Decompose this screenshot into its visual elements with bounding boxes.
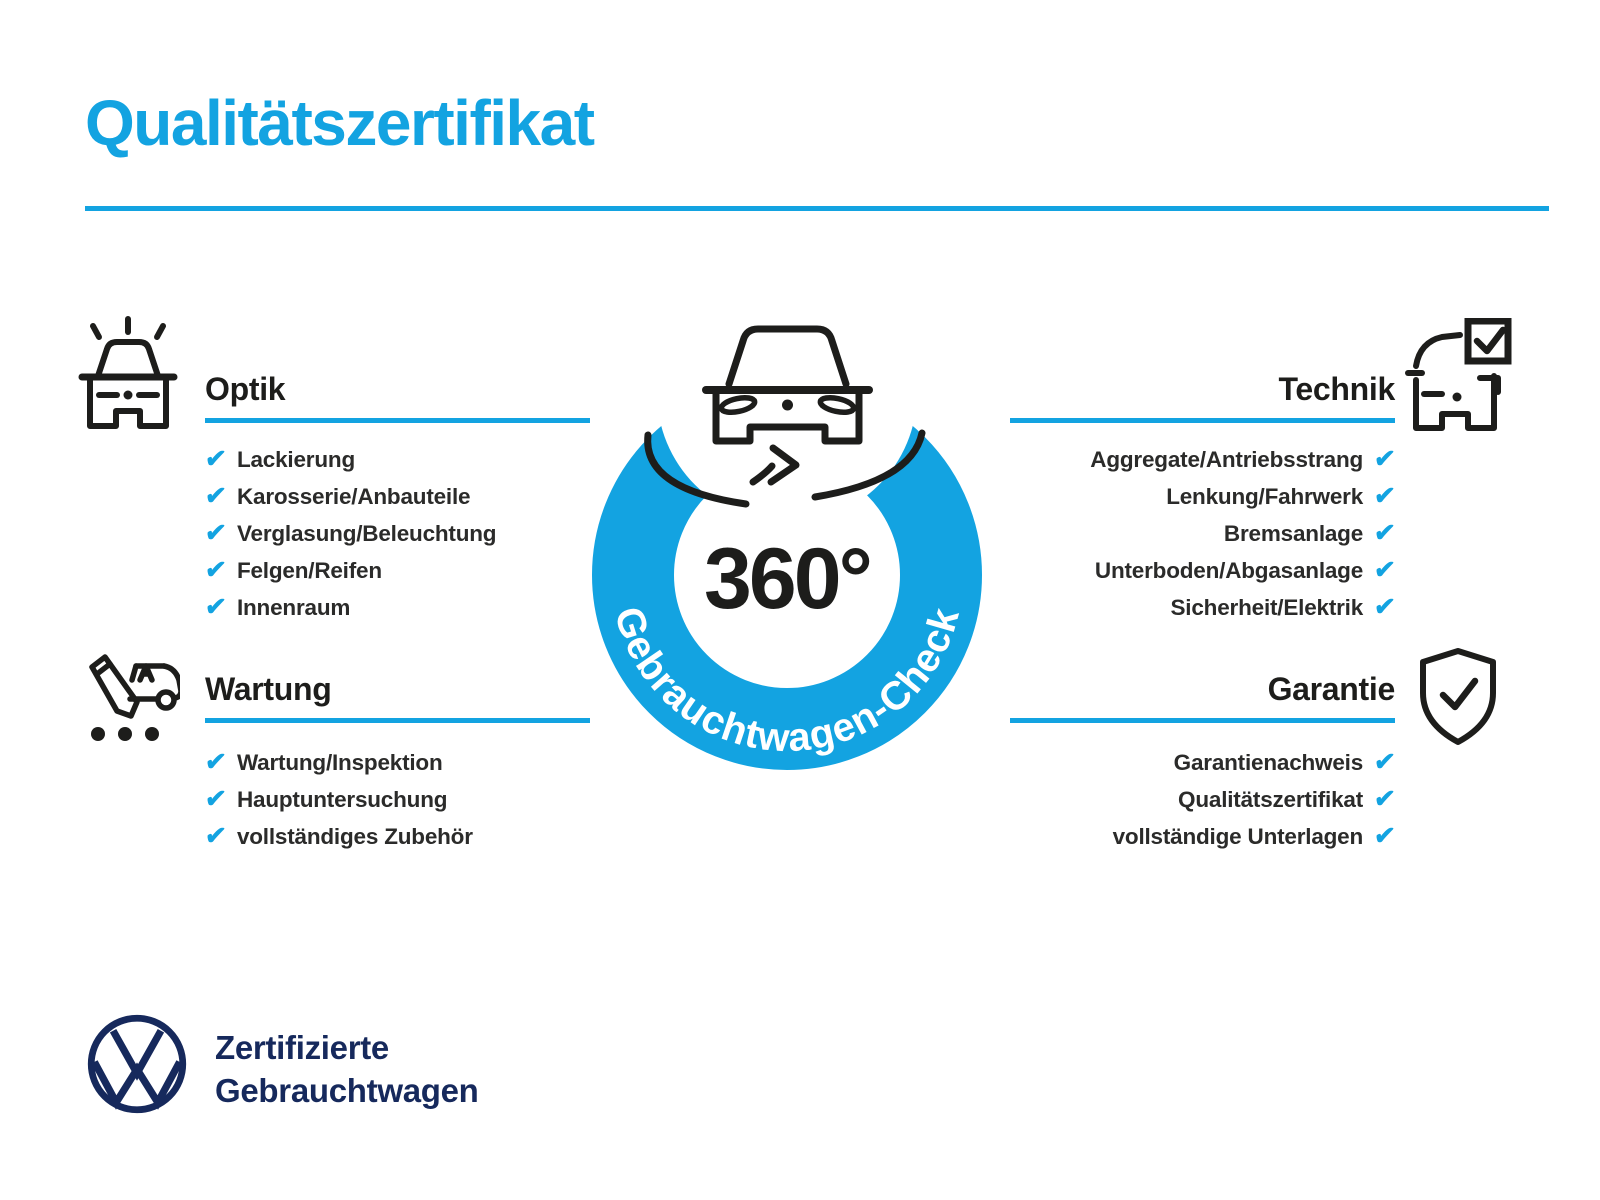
degree-label: 360° <box>704 531 870 627</box>
list-item <box>1010 515 1395 552</box>
list-item <box>205 589 496 626</box>
list-item <box>1010 589 1395 626</box>
list-item <box>1010 441 1395 478</box>
check-icon: ✔ <box>203 445 228 473</box>
list-item <box>205 781 473 818</box>
list-item <box>1010 478 1395 515</box>
wartung-list <box>205 744 473 855</box>
check-icon: ✔ <box>203 482 228 510</box>
brand-line-2: Gebrauchtwagen <box>215 1072 479 1109</box>
optik-list <box>205 441 496 626</box>
check-icon: ✔ <box>203 519 228 547</box>
360-badge <box>560 285 1015 795</box>
check-icon: ✔ <box>203 556 228 584</box>
car-front-shine-icon <box>72 316 184 430</box>
pencil-car-protocol-icon <box>80 642 180 744</box>
list-item-label: Innenraum <box>236 594 351 620</box>
list-item-label: vollständige Unterlagen <box>1112 823 1364 849</box>
check-icon: ✔ <box>203 593 228 621</box>
ring-label: Gebrauchtwagen-Check <box>605 601 969 761</box>
list-item-label: Wartung/Inspektion <box>236 749 443 775</box>
list-item <box>205 478 496 515</box>
list-item-label: Bremsanlage <box>1223 520 1364 546</box>
list-item <box>205 441 496 478</box>
list-item-label: Sicherheit/Elektrik <box>1170 594 1364 620</box>
list-item <box>205 515 496 552</box>
list-item <box>1010 818 1395 855</box>
section-rule-wartung <box>205 718 590 723</box>
section-title-technik: Technik <box>1278 371 1395 407</box>
vw-logo <box>85 1012 189 1116</box>
section-title-wartung: Wartung <box>205 671 332 707</box>
check-icon: ✔ <box>1372 445 1397 473</box>
list-item <box>1010 744 1395 781</box>
brand-line-1: Zertifizierte <box>215 1029 389 1066</box>
list-item-label: Aggregate/Antriebsstrang <box>1090 446 1364 472</box>
check-icon: ✔ <box>1372 593 1397 621</box>
brand-wordmark <box>215 1026 479 1112</box>
section-title-garantie: Garantie <box>1267 671 1395 707</box>
check-icon: ✔ <box>1372 556 1397 584</box>
list-item-label: Unterboden/Abgasanlage <box>1094 557 1364 583</box>
list-item <box>1010 552 1395 589</box>
page-title: Qualitätszertifikat <box>85 87 594 159</box>
list-item-label: Felgen/Reifen <box>236 557 382 583</box>
list-item-label: Lenkung/Fahrwerk <box>1166 483 1364 509</box>
check-icon: ✔ <box>1372 748 1397 776</box>
car-checkbox-icon <box>1402 318 1512 432</box>
title-divider <box>85 206 1549 211</box>
garantie-list <box>1010 744 1395 855</box>
list-item <box>205 552 496 589</box>
list-item-label: Hauptuntersuchung <box>236 786 448 812</box>
list-item-label: Qualitätszertifikat <box>1178 786 1364 812</box>
list-item <box>1010 781 1395 818</box>
list-item-label: Verglasung/Beleuchtung <box>236 520 497 546</box>
check-icon: ✔ <box>1372 785 1397 813</box>
list-item <box>205 818 473 855</box>
check-icon: ✔ <box>203 822 228 850</box>
list-item-label: Garantienachweis <box>1173 749 1364 775</box>
section-rule-optik <box>205 418 590 423</box>
list-item-label: vollständiges Zubehör <box>236 823 473 849</box>
shield-check-icon <box>1412 645 1504 749</box>
list-item-label: Karosserie/Anbauteile <box>236 483 471 509</box>
technik-list <box>1010 441 1395 626</box>
section-rule-technik <box>1010 418 1395 423</box>
check-icon: ✔ <box>1372 822 1397 850</box>
list-item-label: Lackierung <box>236 446 355 472</box>
section-rule-garantie <box>1010 718 1395 723</box>
check-icon: ✔ <box>1372 519 1397 547</box>
check-icon: ✔ <box>1372 482 1397 510</box>
check-icon: ✔ <box>203 785 228 813</box>
list-item <box>205 744 473 781</box>
section-title-optik: Optik <box>205 371 286 407</box>
check-icon: ✔ <box>203 748 228 776</box>
